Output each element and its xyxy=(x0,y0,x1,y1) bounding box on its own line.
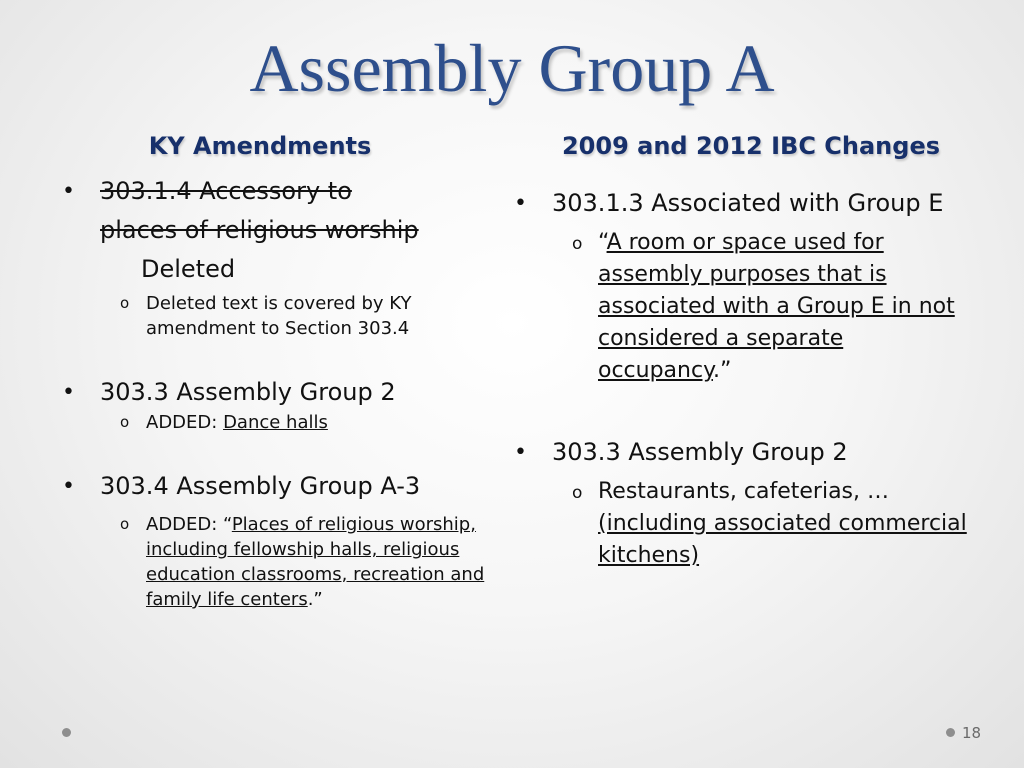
slide-title: Assembly Group A xyxy=(249,30,775,106)
ibc-changes-heading: 2009 and 2012 IBC Changes xyxy=(561,132,941,160)
sub-prefix: ADDED: xyxy=(146,412,224,433)
sub-list-item xyxy=(60,410,500,435)
deleted-note: Deleted text is covered by KY amendment to Section 303.4 xyxy=(146,293,412,339)
added-text: Dance halls xyxy=(223,412,328,433)
sub-suffix: .” xyxy=(712,358,732,383)
item-text: 303.3 Assembly Group 2 xyxy=(552,438,848,466)
list-item xyxy=(512,433,972,472)
added-text: (including associated commercial kitchens) xyxy=(598,511,967,568)
sub-list-item xyxy=(60,291,500,341)
quoted-definition: A room or space used for assembly purposes that is associated with a Group E in not considered a separate occupancy xyxy=(598,230,955,383)
sub-plain: Restaurants, cafeterias, … xyxy=(598,479,889,504)
ky-amendments-column xyxy=(60,172,500,612)
sub-list-item xyxy=(512,476,972,572)
sub-suffix: .” xyxy=(307,589,323,610)
ky-amendments-heading: KY Amendments xyxy=(148,132,372,160)
item-text: 303.3 Assembly Group 2 xyxy=(100,378,396,406)
sub-list-item xyxy=(512,227,972,387)
list-item xyxy=(60,172,500,250)
deleted-section-line1: 303.1.4 Accessory to xyxy=(100,177,352,205)
sub-list-item xyxy=(60,512,500,612)
page-number: 18 xyxy=(962,724,982,742)
list-item xyxy=(60,467,500,506)
decorative-dot-right xyxy=(946,728,955,737)
decorative-dot-left xyxy=(62,728,71,737)
list-item xyxy=(60,373,500,412)
sub-prefix: “ xyxy=(598,230,607,255)
ibc-changes-column xyxy=(512,184,972,572)
list-item xyxy=(512,184,972,223)
sub-prefix: ADDED: “ xyxy=(146,514,232,535)
item-text: 303.1.3 Associated with Group E xyxy=(552,189,944,217)
item-text: 303.4 Assembly Group A-3 xyxy=(100,472,421,500)
added-text: Places of religious worship, including fellowship halls, religious education classrooms, recreation and family life centers xyxy=(146,514,485,610)
deleted-status: Deleted xyxy=(141,255,236,283)
deleted-section-line2: places of religious worship xyxy=(100,216,419,244)
